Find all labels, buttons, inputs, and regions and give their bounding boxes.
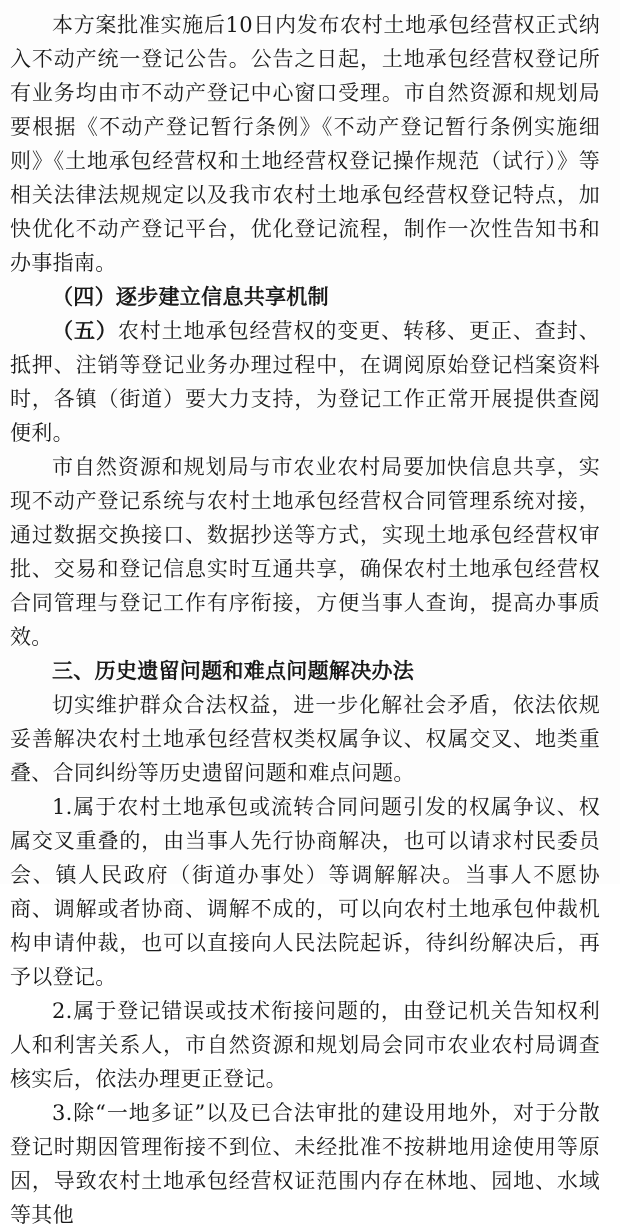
- paragraph-item-1-disputes: 1.属于农村土地承包或流转合同问题引发的权属争议、权属交叉重叠的，由当事人先行协商解决，也可以请求村民委员会、镇人民政府（街道办事处）等调解解决。当事人不愿协商、调解或者协商、调解不成的，可以向农村土地承包仲裁机构申请仲裁，也可以直接向人民法院起诉，待纠纷解决后，再予以登记。: [10, 795, 600, 989]
- paragraph-system-integration: 市自然资源和规划局与市农业农村局要加快信息共享，实现不动产登记系统与农村土地承包经营权合同管理系统对接，通过数据交换接口、数据抄送等方式，实现土地承包经营权审批、交易和登记信息实时互通共享，确保农村土地承包经营权合同管理与登记工作有序衔接，方便当事人查询，提高办事质效。: [10, 455, 600, 649]
- paragraph-item-2-corrections: 2.属于登记错误或技术衔接问题的，由登记机关告知权利人和利害关系人，市自然资源和规划局会同市农业农村局调查核实后，依法办理更正登记。: [10, 999, 600, 1091]
- paragraph-archive-support-text: 农村土地承包经营权的变更、转移、更正、查封、抵押、注销等登记业务办理过程中，在调阅原始登记档案资料时，各镇（街道）要大力支持，为登记工作正常开展提供查阅便利。: [10, 319, 600, 445]
- paragraph-archive-support-number: （五）: [52, 318, 118, 343]
- paragraph-registration-notice: 本方案批准实施后10日内发布农村土地承包经营权正式纳入不动产统一登记公告。公告之日起，土地承包经营权登记所有业务均由市不动产登记中心窗口受理。市自然资源和规划局要根据《不动产登记暂行条例》《不动产登记暂行条例实施细则》《土地承包经营权和土地经营权登记操作规范（试行）》等相关法律法规规定以及我市农村土地承包经营权登记特点，加快优化不动产登记平台，优化登记流程，制作一次性告知书和办事指南。: [10, 13, 600, 275]
- paragraph-item-3-land-use: 3.除“一地多证”以及已合法审批的建设用地外，对于分散登记时期因管理衔接不到位、未经批准不按耕地用途使用等原因，导致农村土地承包经营权证范围内存在林地、园地、水域等其他: [10, 1101, 600, 1227]
- paragraph-issues-intro: 切实维护群众合法权益，进一步化解社会矛盾，依法依规妥善解决农村土地承包经营权类权属争议、权属交叉、地类重叠、合同纠纷等历史遗留问题和难点问题。: [10, 693, 600, 785]
- section-heading-info-sharing: （四）逐步建立信息共享机制: [52, 284, 329, 309]
- paragraph-archive-support: [10, 314, 600, 450]
- section-heading-historical-issues: 三、历史遗留问题和难点问题解决办法: [52, 658, 415, 683]
